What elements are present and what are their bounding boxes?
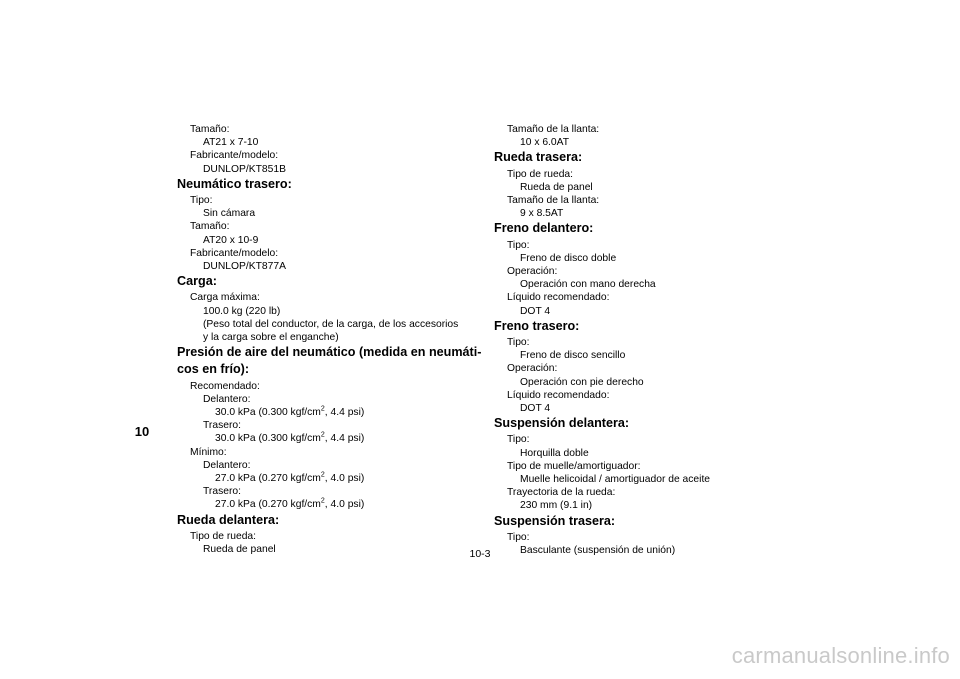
spec-label: Trayectoria de la rueda: bbox=[507, 487, 616, 499]
spec-label: Fabricante/modelo: bbox=[190, 150, 279, 162]
section-heading: cos en frío): bbox=[177, 362, 250, 377]
spec-label: Tipo: bbox=[507, 434, 530, 446]
spec-label: Tipo: bbox=[190, 195, 213, 206]
spec-value: y la carga sobre el enganche) bbox=[203, 332, 339, 343]
spec-value: 9 x 8.5AT bbox=[520, 208, 564, 220]
section-heading: Rueda trasera: bbox=[494, 150, 583, 165]
spec-value: DOT 4 bbox=[520, 305, 551, 317]
spec-value: DUNLOP/KT851B bbox=[203, 163, 286, 175]
spec-label: Tipo: bbox=[507, 239, 530, 251]
section-heading: Suspensión trasera: bbox=[494, 513, 616, 528]
spec-value: Operación con mano derecha bbox=[520, 279, 656, 291]
spec-value: 30.0 kPa (0.300 kgf/$cm^2$, 4.4 psi) bbox=[215, 405, 365, 418]
spec-label: Tamaño de la llanta: bbox=[507, 195, 600, 206]
spec-label: Carga máxima: bbox=[190, 292, 260, 304]
spec-label: Operación: bbox=[507, 363, 558, 375]
spec-value: Rueda de panel bbox=[520, 181, 593, 193]
spec-label: Tipo de rueda: bbox=[190, 530, 257, 542]
section-heading: Suspensión delantera: bbox=[494, 416, 630, 431]
spec-value: 100.0 kg (220 lb) bbox=[203, 305, 281, 317]
spec-label: Mínimo: bbox=[190, 446, 227, 458]
spec-label: Delantero: bbox=[203, 393, 251, 405]
spec-label: Trasero: bbox=[203, 420, 241, 432]
spec-value: Basculante (suspensión de unión) bbox=[520, 545, 676, 556]
spec-label: Delantero: bbox=[203, 459, 251, 471]
spec-value: DUNLOP/KT877A bbox=[203, 261, 286, 272]
spec-label: Líquido recomendado: bbox=[507, 389, 610, 401]
spec-value: Freno de disco sencillo bbox=[520, 350, 626, 362]
section-heading: Freno delantero: bbox=[494, 221, 594, 236]
spec-value: 27.0 kPa (0.270 kgf/$cm^2$, 4.0 psi) bbox=[215, 471, 365, 484]
spec-value: 30.0 kPa (0.300 kgf/$cm^2$, 4.4 psi) bbox=[215, 431, 365, 445]
spec-value: 230 mm (9.1 in) bbox=[520, 500, 593, 512]
spec-value: Muelle helicoidal / amortiguador de aceite bbox=[520, 474, 711, 485]
section-tab: 10 bbox=[134, 424, 150, 439]
spec-value: Sin cámara bbox=[203, 208, 256, 220]
spec-label: Tipo de muelle/amortiguador: bbox=[507, 460, 641, 472]
spec-label: Recomendado: bbox=[190, 380, 260, 392]
spec-label: Operación: bbox=[507, 266, 558, 277]
spec-label: Tamaño: bbox=[190, 221, 230, 233]
page-number: 10-3 bbox=[469, 548, 491, 560]
spec-value: (Peso total del conductor, de la carga, de los accesorios bbox=[203, 318, 459, 330]
spec-label: Tamaño: bbox=[190, 124, 230, 135]
spec-value: DOT 4 bbox=[520, 403, 551, 414]
spec-value: AT21 x 7-10 bbox=[203, 137, 259, 149]
spec-label: Trasero: bbox=[203, 486, 241, 498]
section-heading: Presión de aire del neumático (medida en neumáti- bbox=[177, 345, 482, 360]
spec-label: Tipo: bbox=[507, 531, 530, 543]
spec-value: Freno de disco doble bbox=[520, 252, 617, 264]
spec-label: Tipo: bbox=[507, 337, 530, 348]
spec-value: Rueda de panel bbox=[203, 544, 276, 555]
spec-value: Horquilla doble bbox=[520, 447, 589, 459]
section-heading: Neumático trasero: bbox=[177, 176, 292, 191]
spec-value: 27.0 kPa (0.270 kgf/$cm^2$, 4.0 psi) bbox=[215, 497, 365, 511]
section-heading: Rueda delantera: bbox=[177, 512, 280, 527]
watermark: carmanualsonline.info bbox=[731, 643, 950, 668]
spec-value: 10 x 6.0AT bbox=[520, 137, 570, 149]
spec-value: Operación con pie derecho bbox=[520, 376, 644, 388]
spec-label: Líquido recomendado: bbox=[507, 292, 610, 304]
spec-label: Tamaño de la llanta: bbox=[507, 124, 600, 135]
section-heading: Carga: bbox=[177, 274, 217, 289]
section-heading: Freno trasero: bbox=[494, 318, 580, 333]
spec-label: Tipo de rueda: bbox=[507, 168, 574, 180]
spec-value: AT20 x 10-9 bbox=[203, 234, 259, 246]
spec-label: Fabricante/modelo: bbox=[190, 247, 279, 259]
